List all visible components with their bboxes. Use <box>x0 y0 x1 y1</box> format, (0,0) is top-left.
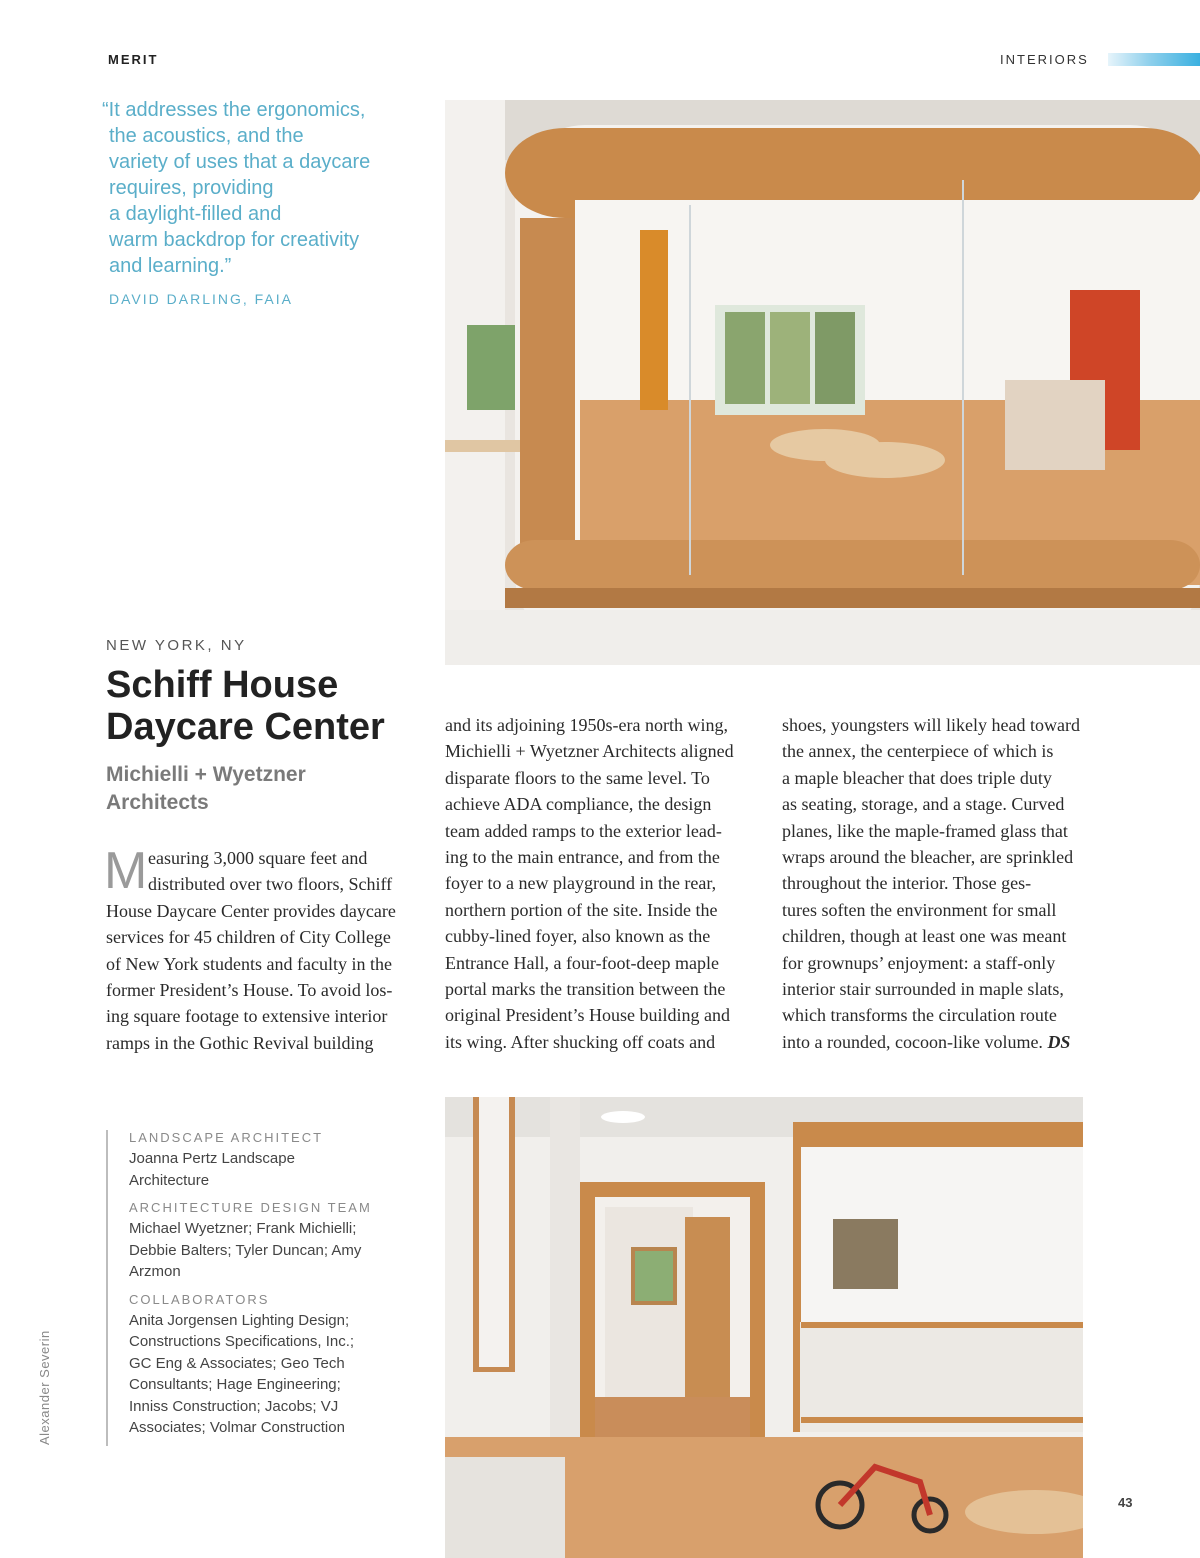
article-line: services for 45 children of City College <box>106 927 391 948</box>
pull-quote-line: and learning.” <box>109 255 232 277</box>
pull-quote-line: requires, providing <box>109 177 274 199</box>
credits-line: Anita Jorgensen Lighting Design; <box>129 1311 350 1329</box>
credits-line: Architecture <box>129 1171 210 1189</box>
credits-design-team <box>129 1218 406 1283</box>
pull-quote-line: the acoustics, and the <box>109 125 304 147</box>
article-column-2 <box>445 712 745 1055</box>
header-accent-bar <box>1108 53 1200 66</box>
page-number: 43 <box>1118 1495 1133 1510</box>
header-section-label: MERIT <box>108 52 159 67</box>
article-line: cubby-lined foyer, also known as the <box>445 926 711 947</box>
article-line: foyer to a new playground in the rear, <box>445 873 717 894</box>
article-column-3 <box>782 712 1082 1055</box>
article-line: ramps in the Gothic Revival building <box>106 1032 374 1053</box>
project-credits <box>106 1130 406 1446</box>
article-line: shoes, youngsters will likely head toward <box>782 715 1080 735</box>
article-line: children, though at least one was meant <box>782 926 1067 947</box>
article-line: interior stair surrounded in maple slats, <box>782 979 1064 1000</box>
credits-line: Joanna Pertz Landscape <box>129 1150 295 1167</box>
credits-line: Arzmon <box>129 1263 181 1280</box>
article-line: ing to the main entrance, and from the <box>445 847 720 868</box>
article-line: and its adjoining 1950s-era north wing, <box>445 715 728 735</box>
credits-label-collaborators: COLLABORATORS <box>129 1291 270 1307</box>
credits-line: Constructions Specifications, Inc.; <box>129 1333 355 1350</box>
credits-label-landscape: LANDSCAPE ARCHITECT <box>129 1130 324 1145</box>
article-line: wraps around the bleacher, are sprinkled <box>782 847 1074 868</box>
project-title-line: Daycare Center <box>106 706 385 748</box>
article-line: planes, like the maple-framed glass that <box>782 820 1068 841</box>
project-title <box>106 664 436 748</box>
project-location: NEW YORK, NY <box>106 637 247 654</box>
header-category-label: INTERIORS <box>1000 52 1089 67</box>
credits-line: Consultants; Hage Engineering; <box>129 1376 341 1393</box>
credits-collaborators <box>129 1310 406 1439</box>
article-line: achieve ADA compliance, the design <box>445 794 712 815</box>
architect-firm <box>106 761 306 817</box>
credits-line: GC Eng & Associates; Geo Tech <box>129 1354 345 1372</box>
article-line: for grownups’ enjoyment: a staff-only <box>782 952 1056 973</box>
article-line: northern portion of the site. Inside the <box>445 899 718 920</box>
article-line: throughout the interior. Those ges- <box>782 873 1032 894</box>
pull-quote-line: “It addresses the ergonomics, <box>102 99 366 121</box>
credits-line: Associates; Volmar Construction <box>129 1419 345 1436</box>
photo-credit: Alexander Severin <box>37 1330 52 1445</box>
article-line: the annex, the centerpiece of which is <box>782 741 1054 762</box>
article-line: easuring 3,000 square feet and <box>148 848 368 868</box>
pull-quote-line: variety of uses that a daycare <box>109 151 371 173</box>
architect-firm-line: Architects <box>106 791 209 814</box>
author-signature: DS <box>1047 1031 1071 1052</box>
article-line: of New York students and faculty in the <box>106 953 392 974</box>
article-last-line-text: into a rounded, cocoon-like volume. <box>782 1031 1048 1052</box>
article-line: disparate floors to the same level. To <box>445 767 710 788</box>
photo-classroom <box>445 100 1200 665</box>
article-line: a maple bleacher that does triple duty <box>782 767 1052 788</box>
article-line: team added ramps to the exterior lead- <box>445 820 722 841</box>
article-line: Michielli + Wyetzner Architects aligned <box>445 741 734 762</box>
article-line: its wing. After shucking off coats and <box>445 1031 716 1052</box>
pull-quote-line: a daylight-filled and <box>109 203 282 225</box>
article-line: ing square footage to extensive interior <box>106 1006 388 1027</box>
article-line: Entrance Hall, a four-foot-deep maple <box>445 952 720 973</box>
project-title-line: Schiff House <box>106 664 339 706</box>
architect-firm-line: Michielli + Wyetzner <box>106 763 306 786</box>
credits-label-design-team: ARCHITECTURE DESIGN TEAM <box>129 1200 372 1215</box>
article-column-1 <box>104 842 406 1056</box>
credits-line: Debbie Balters; Tyler Duncan; Amy <box>129 1241 362 1259</box>
credits-line: Inniss Construction; Jacobs; VJ <box>129 1397 339 1415</box>
credits-line: Michael Wyetzner; Frank Michielli; <box>129 1220 357 1237</box>
article-line: House Daycare Center provides daycare <box>106 900 396 921</box>
article-line: tures soften the environment for small <box>782 899 1057 920</box>
article-line: former President’s House. To avoid los- <box>106 980 393 1001</box>
article-line: as seating, storage, and a stage. Curved <box>782 794 1065 815</box>
pull-quote-attribution: DAVID DARLING, FAIA <box>109 291 293 307</box>
pull-quote <box>102 97 422 279</box>
pull-quote-line: warm backdrop for creativity <box>109 229 360 251</box>
drop-cap: M <box>104 842 148 900</box>
article-line <box>782 1029 1082 1055</box>
article-line: distributed over two floors, Schiff <box>148 874 393 895</box>
credits-landscape-architect <box>129 1148 406 1191</box>
photo-entrance-hall <box>445 1097 1083 1558</box>
article-line: portal marks the transition between the <box>445 979 726 1000</box>
article-line: original President’s House building and <box>445 1005 730 1026</box>
article-line: which transforms the circulation route <box>782 1005 1057 1026</box>
